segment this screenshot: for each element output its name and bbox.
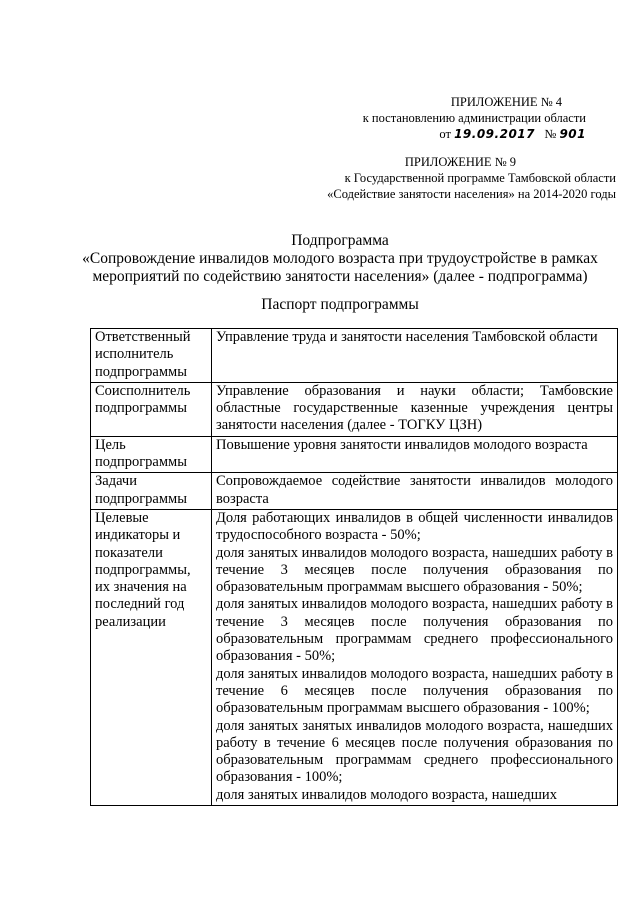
row-value: Повышение уровня занятости инвалидов молодого возраста xyxy=(212,436,618,473)
appendix-9-line2: «Содействие занятости населения» на 2014-2020 годы xyxy=(327,187,616,201)
table-row xyxy=(91,436,618,473)
title-line2: «Сопровождение инвалидов молодого возраста при трудоустройстве в рамках xyxy=(82,250,598,267)
title-line3: мероприятий по содействию занятости населения» (далее - подпрограмма) xyxy=(92,268,588,285)
row-label: Задачи подпрограммы xyxy=(91,473,212,510)
table-row xyxy=(91,382,618,436)
passport-heading: Паспорт подпрограммы xyxy=(261,296,419,313)
indicator-item: доля занятых занятых инвалидов молодого возраста, нашедших работу в течение 6 месяцев после получения образования по образовательным программам среднего профессионального образования - 100%; xyxy=(216,717,613,786)
row-label: Целевые индикаторы и показатели подпрограммы, их значения на последний год реализации xyxy=(91,509,212,805)
date-prefix: от xyxy=(439,127,451,141)
indicator-item: доля занятых инвалидов молодого возраста, нашедших работу в течение 3 месяцев после получения образования по образовательным программам высшего образования - 50%; xyxy=(216,544,613,596)
appendix-4-heading: ПРИЛОЖЕНИЕ № 4 xyxy=(450,95,562,109)
appendix-4-date-line xyxy=(363,126,586,142)
row-label: Ответственный исполнитель подпрограммы xyxy=(91,329,212,383)
appendix-4-line: к постановлению администрации области xyxy=(362,111,586,125)
indicator-item: доля занятых инвалидов молодого возраста, нашедших работу в течение 3 месяцев после получения образования по образовательным программам среднего профессионального образования - 50%; xyxy=(216,596,613,665)
handwritten-date: 19.09.2017 xyxy=(454,127,535,141)
row-label: Цель подпрограммы xyxy=(91,436,212,473)
indicator-item: доля занятых инвалидов молодого возраста, нашедших работу в течение 6 месяцев после получения образования по образовательным программам высшего образования - 100%; xyxy=(216,665,613,717)
handwritten-number: 901 xyxy=(559,127,586,141)
indicator-item: Доля работающих инвалидов в общей численности инвалидов трудоспособного возраста - 50%; xyxy=(216,509,613,544)
indicator-item: доля занятых инвалидов молодого возраста, нашедших xyxy=(216,786,557,803)
title-line1: Подпрограмма xyxy=(291,232,389,249)
number-prefix: № xyxy=(544,127,557,141)
table-row xyxy=(91,473,618,510)
appendix-9-line1: к Государственной программе Тамбовской области xyxy=(344,171,616,185)
subprogram-title xyxy=(60,232,620,286)
row-value: Сопровождаемое содействие занятости инвалидов молодого возраста xyxy=(212,473,618,510)
row-value: Управление труда и занятости населения Тамбовской области xyxy=(212,329,618,383)
appendix-9-heading: ПРИЛОЖЕНИЕ № 9 xyxy=(404,155,516,169)
passport-table xyxy=(90,328,618,806)
appendix-4-block xyxy=(363,94,586,142)
row-label: Соисполнитель подпрограммы xyxy=(91,382,212,436)
row-value: Управление образования и науки области; Тамбовские областные государственные казенные учреждения центры занятости населения (далее - ТОГКУ ЦЗН) xyxy=(212,382,618,436)
indicator-list xyxy=(212,509,618,805)
table-row xyxy=(91,509,618,805)
appendix-9-block xyxy=(327,154,616,202)
table-row xyxy=(91,329,618,383)
